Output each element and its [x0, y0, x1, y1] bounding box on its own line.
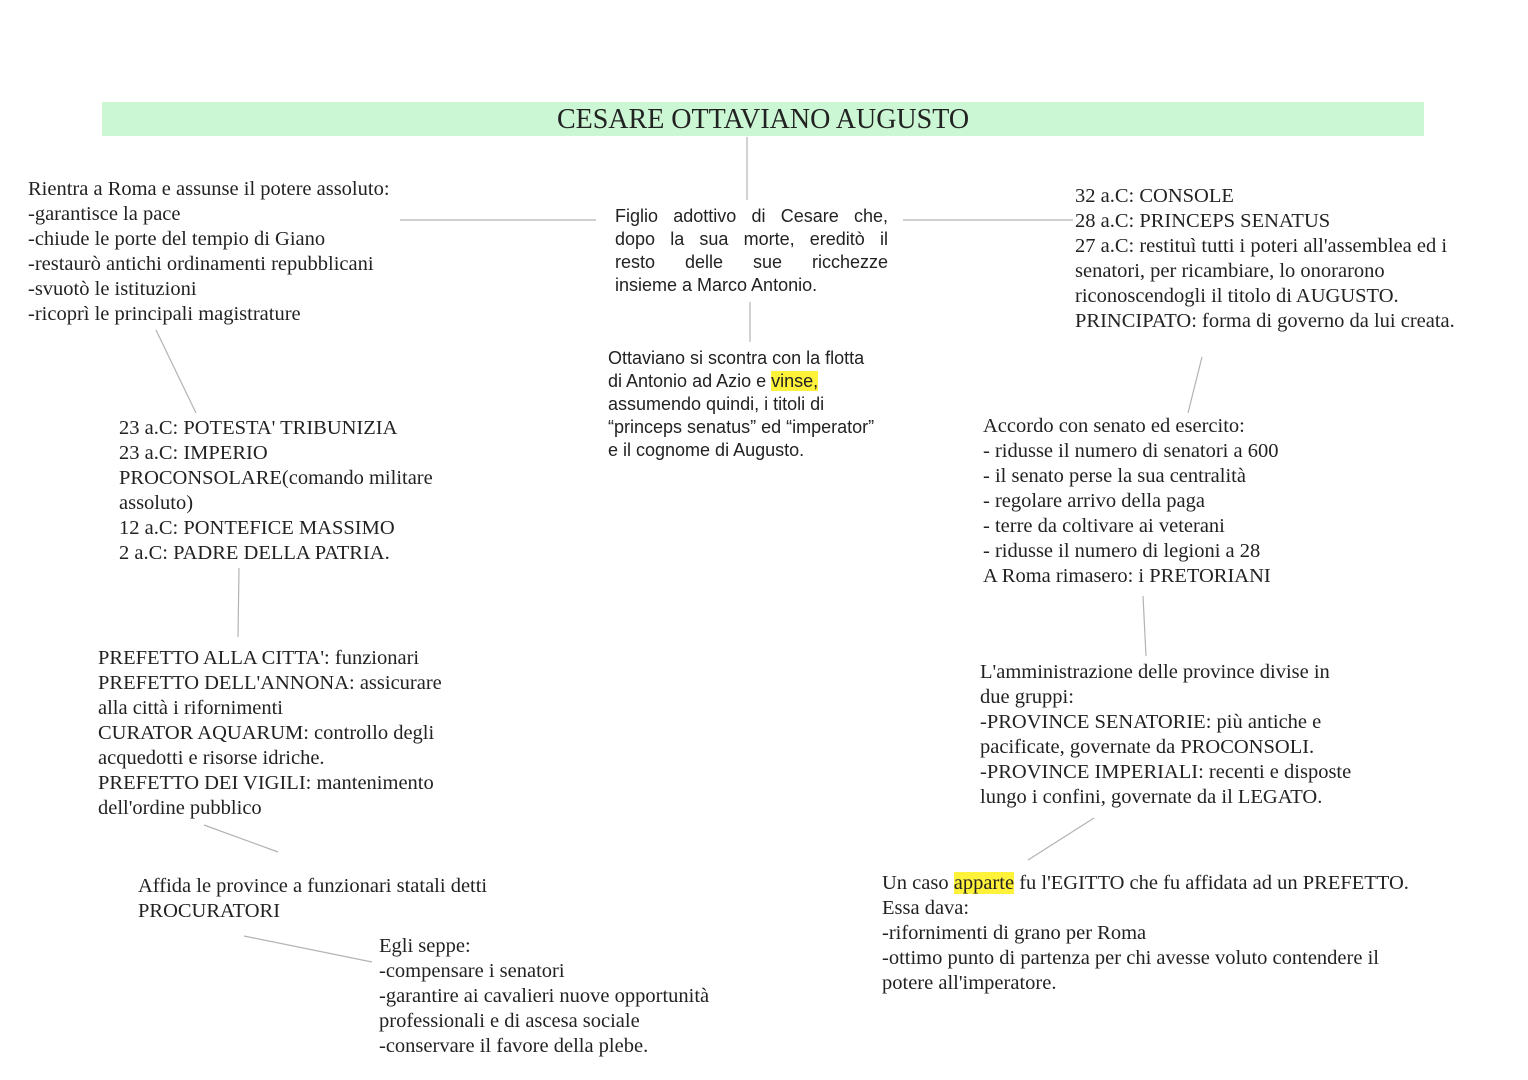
connector-righttop-accordo	[1188, 357, 1202, 413]
azio-line	[608, 370, 874, 393]
adoption-line: dopo la sua morte, ereditò il	[615, 229, 888, 249]
accordo-line: - ridusse il numero di senatori a 600	[983, 440, 1279, 462]
titles-node	[119, 416, 433, 566]
province-line: lungo i confini, governate da il LEGATO.	[980, 786, 1323, 808]
titles-line: assoluto)	[119, 492, 194, 514]
azio-line: e il cognome di Augusto.	[608, 440, 805, 460]
accordo-line: - regolare arrivo della paga	[983, 490, 1205, 512]
province-line: -PROVINCE IMPERIALI: recenti e disposte	[980, 761, 1352, 783]
egitto-node	[882, 871, 1409, 996]
azio-node	[608, 347, 874, 462]
return-rome-line: Rientra a Roma e assunse il potere assoluto:	[28, 178, 390, 200]
offices-line: senatori, per ricambiare, lo onorarono	[1075, 260, 1385, 282]
egli-seppe-line: -conservare il favore della plebe.	[379, 1035, 649, 1057]
connector-accordo-province	[1143, 596, 1146, 656]
titles-line: 12 a.C: PONTEFICE MASSIMO	[119, 517, 395, 539]
province-line: L'amministrazione delle province divise in	[980, 661, 1330, 683]
prefetti-line: acquedotti e risorse idriche.	[98, 747, 325, 769]
accordo-node	[983, 414, 1278, 589]
offices-node	[1075, 184, 1455, 334]
return-rome-line: -svuotò le istituzioni	[28, 278, 197, 300]
return-rome-node	[28, 177, 390, 327]
egitto-line-text: fu l'EGITTO che fu affidata ad un PREFETTO.	[1014, 872, 1409, 894]
prefetti-node	[98, 646, 442, 821]
highlighted-word: vinse,	[771, 371, 819, 391]
egli-seppe-line: -compensare i senatori	[379, 960, 565, 982]
page-title: CESARE OTTAVIANO AUGUSTO	[556, 104, 970, 135]
connector-province-egitto	[1028, 818, 1094, 860]
egitto-line-text: Un caso	[882, 872, 954, 894]
province-line: -PROVINCE SENATORIE: più antiche e	[980, 711, 1322, 733]
prefetti-line: PREFETTO DEI VIGILI: mantenimento	[98, 772, 434, 794]
offices-line: PRINCIPATO: forma di governo da lui creata.	[1075, 310, 1455, 332]
egli-seppe-node	[379, 934, 709, 1059]
titles-line: PROCONSOLARE(comando militare	[119, 467, 433, 489]
egitto-line: potere all'imperatore.	[882, 972, 1057, 994]
return-rome-line: -restaurò antichi ordinamenti repubblicani	[28, 253, 374, 275]
egli-seppe-line: Egli seppe:	[379, 935, 471, 957]
adoption-line: Figlio adottivo di Cesare che,	[615, 206, 888, 226]
procuratori-node	[138, 874, 487, 924]
connector-titles-prefetti	[238, 568, 239, 637]
accordo-line: - il senato perse la sua centralità	[983, 465, 1246, 487]
offices-line: 27 a.C: restituì tutti i poteri all'assemblea ed i	[1075, 235, 1448, 257]
accordo-line: - terre da coltivare ai veterani	[983, 515, 1225, 537]
azio-line: “princeps senatus” ed “imperator”	[608, 417, 875, 437]
offices-line: 32 a.C: CONSOLE	[1075, 185, 1234, 207]
offices-line: riconoscendogli il titolo di AUGUSTO.	[1075, 285, 1399, 307]
egitto-line: -rifornimenti di grano per Roma	[882, 922, 1147, 944]
connector-procuratori-egli	[244, 936, 372, 962]
accordo-line: Accordo con senato ed esercito:	[983, 415, 1245, 437]
connector-lefttop-titles	[156, 330, 196, 413]
prefetti-line: alla città i rifornimenti	[98, 697, 284, 719]
province-line: pacificate, governate da PROCONSOLI.	[980, 736, 1315, 758]
connector-prefetti-procuratori	[204, 825, 278, 852]
adoption-node	[615, 205, 888, 297]
egitto-line	[882, 871, 1409, 896]
adoption-line: resto delle sue ricchezze	[615, 252, 888, 272]
province-line: due gruppi:	[980, 686, 1074, 708]
return-rome-line: -garantisce la pace	[28, 203, 181, 225]
prefetti-line: PREFETTO ALLA CITTA': funzionari	[98, 647, 420, 669]
azio-line: assumendo quindi, i titoli di	[608, 394, 825, 414]
return-rome-line: -chiude le porte del tempio di Giano	[28, 228, 326, 250]
titles-line: 23 a.C: POTESTA' TRIBUNIZIA	[119, 417, 398, 439]
azio-line: Ottaviano si scontra con la flotta	[608, 348, 865, 368]
adoption-line: insieme a Marco Antonio.	[615, 275, 818, 295]
egitto-line: Essa dava:	[882, 897, 970, 919]
return-rome-line: -ricoprì le principali magistrature	[28, 303, 301, 325]
egli-seppe-line: professionali e di ascesa sociale	[379, 1010, 640, 1032]
province-node	[980, 660, 1351, 810]
titles-line: 23 a.C: IMPERIO	[119, 442, 268, 464]
accordo-line: A Roma rimasero: i PRETORIANI	[983, 565, 1271, 587]
egitto-line: -ottimo punto di partenza per chi avesse voluto contendere il	[882, 947, 1379, 969]
titles-line: 2 a.C: PADRE DELLA PATRIA.	[119, 542, 390, 564]
offices-line: 28 a.C: PRINCEPS SENATUS	[1075, 210, 1331, 232]
procuratori-line: PROCURATORI	[138, 900, 281, 922]
prefetti-line: CURATOR AQUARUM: controllo degli	[98, 722, 435, 744]
egli-seppe-line: -garantire ai cavalieri nuove opportunità	[379, 985, 710, 1007]
highlighted-word: apparte	[953, 872, 1015, 894]
prefetti-line: dell'ordine pubblico	[98, 797, 262, 819]
prefetti-line: PREFETTO DELL'ANNONA: assicurare	[98, 672, 442, 694]
procuratori-line: Affida le province a funzionari statali detti	[138, 875, 488, 897]
azio-line-text: di Antonio ad Azio e	[608, 371, 772, 391]
accordo-line: - ridusse il numero di legioni a 28	[983, 540, 1261, 562]
